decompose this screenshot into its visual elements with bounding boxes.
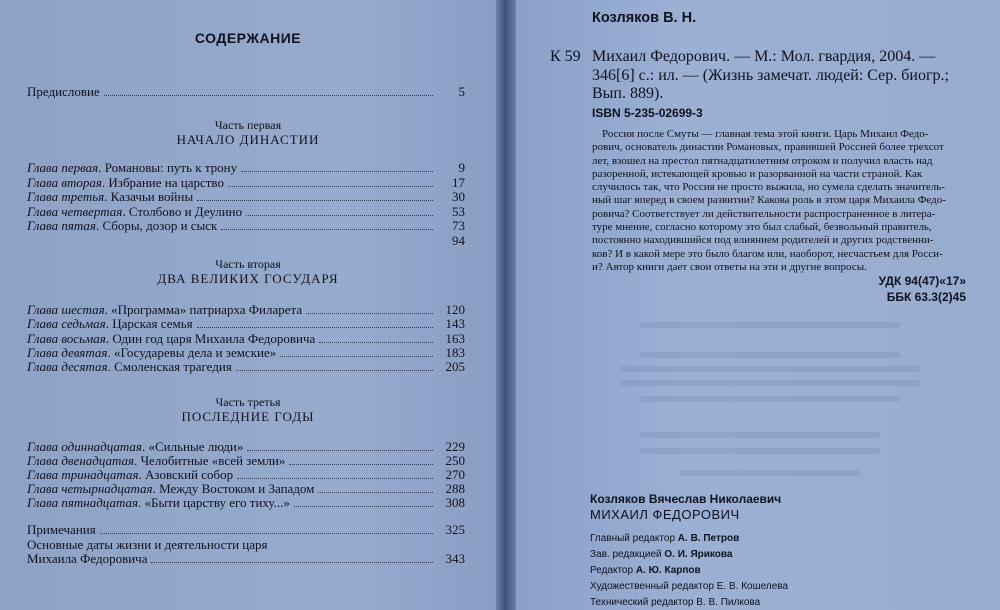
credit-row — [590, 533, 739, 544]
chapter-prefix: Глава четвертая — [27, 204, 123, 219]
chapter-prefix: Глава десятая — [27, 359, 108, 374]
class-code: К 59 — [550, 48, 581, 65]
left-page-contents — [0, 0, 496, 610]
abstract-line: ровича? Соответствует ли действительности распространенное в литера- — [592, 207, 936, 220]
bib-line: Михаил Федорович. — М.: Мол. гвардия, 2004. — — [592, 48, 936, 65]
toc-row-chapter — [27, 233, 465, 249]
part-label: Часть вторая — [215, 257, 281, 271]
toc-label: Глава вторая. Избрание на царство — [27, 175, 224, 190]
credit-name: В. В. Пилкова — [696, 597, 761, 608]
toc-row-dates — [27, 551, 465, 567]
leader-dots — [289, 463, 433, 465]
chapter-title: Между Востоком и Западом — [159, 481, 315, 496]
chapter-title: Челобитные «всей земли» — [140, 453, 286, 468]
chapter-prefix: Глава одиннадцатая — [27, 439, 142, 454]
leader-dots — [294, 505, 433, 507]
leader-dots — [100, 532, 433, 534]
part-title: НАЧАЛО ДИНАСТИИ — [176, 132, 320, 147]
chapter-prefix: Глава первая — [27, 160, 99, 175]
chapter-prefix: Глава шестая — [27, 302, 105, 317]
toc-label: Предисловие — [27, 84, 100, 99]
leader-dots — [247, 449, 433, 451]
chapter-prefix: Глава вторая — [27, 175, 102, 190]
chapter-prefix: Глава двенадцатая — [27, 453, 135, 468]
part-title: ДВА ВЕЛИКИХ ГОСУДАРЯ — [157, 271, 339, 286]
toc-label: Глава восьмая. Один год царя Михаила Федоровича — [27, 331, 316, 346]
show-through-mark — [640, 432, 880, 438]
toc-label: Глава одиннадцатая. «Сильные люди» — [27, 439, 244, 454]
abstract — [592, 128, 965, 274]
toc-label: Глава тринадцатая. Азовский собор — [27, 467, 234, 482]
toc-label: Глава пятнадцатая. «Быти царству его тиху...» — [27, 495, 290, 510]
chapter-title: Смоленская трагедия — [114, 359, 232, 374]
leader-dots — [306, 312, 433, 314]
toc-page: 30 — [452, 189, 465, 204]
toc-page: 183 — [445, 345, 465, 360]
chapter-title: Столбово и Деулино — [128, 204, 243, 219]
leader-dots — [319, 341, 433, 343]
chapter-prefix: Глава пятнадцатая — [27, 495, 139, 510]
credit-book-title: МИХАИЛ ФЕДОРОВИЧ — [590, 507, 740, 522]
leader-dots — [104, 94, 433, 96]
chapter-title: «Программа» патриарха Филарета — [111, 302, 303, 317]
toc-row-preface — [27, 84, 465, 100]
toc-page: 120 — [445, 302, 465, 317]
toc-row-chapter — [27, 160, 465, 176]
credit-role: Художественный редактор — [590, 581, 714, 592]
credit-row — [590, 581, 788, 592]
toc-page: 343 — [445, 551, 465, 566]
toc-label: Глава пятая. Сборы, дозор и сыск — [27, 218, 218, 233]
abstract-line: туре мнение, согласно которому это был слабый, безвольный правитель, — [592, 221, 932, 234]
toc-label: Глава двенадцатая. Челобитные «всей земли» — [27, 453, 286, 468]
toc-page: 143 — [445, 316, 465, 331]
toc-page: 288 — [445, 481, 465, 496]
credit-role: Зав. редакцией — [590, 549, 662, 560]
toc-label: Глава девятая. «Государевы дела и земские» — [27, 345, 277, 360]
toc-page: 270 — [445, 467, 465, 482]
credit-name: Е. В. Кошелева — [716, 581, 789, 592]
credit-name: О. И. Ярикова — [664, 549, 733, 560]
chapter-title: Романовы: путь к трону — [104, 160, 238, 175]
chapter-title: «Быти царству его тиху...» — [144, 495, 290, 510]
book-gutter — [496, 0, 516, 610]
abstract-line: случилось так, что Россия не просто выжила, но сумела сделать значитель- — [592, 181, 945, 194]
chapter-prefix: Глава седьмая — [27, 316, 106, 331]
credit-role: Главный редактор — [590, 533, 676, 544]
show-through-mark — [640, 352, 900, 358]
toc-label: Глава третья. Казачьи войны — [27, 189, 194, 204]
show-through-mark — [640, 396, 900, 402]
abstract-line: Россия после Смуты — главная тема этой книги. Царь Михаил Федо- — [602, 128, 929, 140]
toc-page: 17 — [452, 175, 465, 190]
udk-code: УДК 94(47)«17» — [878, 274, 966, 288]
part-label: Часть третья — [215, 395, 281, 409]
abstract-line: лет, взошел на престол пятнадцатилетним отроком и получил власть над — [592, 154, 933, 167]
toc-dates-line1: Основные даты жизни и деятельности царя — [27, 537, 268, 552]
bib-line: Вып. 889). — [592, 85, 664, 102]
leader-dots — [221, 228, 433, 230]
toc-page: 73 — [452, 218, 465, 233]
credit-name: А. В. Петров — [677, 533, 740, 544]
right-page-imprint — [516, 0, 1000, 610]
show-through-mark — [620, 366, 920, 372]
leader-dots — [241, 170, 433, 172]
chapter-title: Сборы, дозор и сыск — [102, 218, 218, 233]
credit-row — [590, 549, 732, 560]
part-title: ПОСЛЕДНИЕ ГОДЫ — [181, 409, 315, 424]
chapter-prefix: Глава тринадцатая — [27, 467, 139, 482]
credit-role: Технический редактор — [590, 597, 694, 608]
toc-label: Михаила Федоровича — [27, 551, 148, 566]
toc-row-chapter — [27, 189, 465, 205]
chapter-title: Казачьи войны — [110, 189, 194, 204]
bib-line: 346[6] с.: ил. — (Жизнь замечат. людей: Сер. биогр.; — [592, 67, 949, 84]
abstract-line: и? Автор книги дает свои ответы на эти и другие вопросы. — [592, 260, 867, 273]
leader-dots — [280, 355, 433, 357]
leader-dots — [228, 185, 433, 187]
toc-page: 229 — [445, 439, 465, 454]
chapter-title: Азовский собор — [145, 467, 234, 482]
toc-row-chapter — [27, 316, 465, 332]
toc-label: Глава первая. Романовы: путь к трону — [27, 160, 238, 175]
chapter-title: «Государевы дела и земские» — [113, 345, 277, 360]
chapter-prefix: Глава восьмая — [27, 331, 106, 346]
chapter-title: Царская семья — [112, 316, 193, 331]
toc-label: Глава четвертая. Столбово и Деулино — [27, 204, 243, 219]
leader-dots — [318, 491, 433, 493]
toc-page: 94 — [452, 233, 465, 248]
toc-title: СОДЕРЖАНИЕ — [194, 30, 302, 46]
credit-row — [590, 597, 760, 608]
toc-label: Глава десятая. Смоленская трагедия — [27, 359, 232, 374]
bbk-code: ББК 63.3(2)45 — [886, 290, 966, 304]
show-through-mark — [640, 322, 900, 328]
leader-dots — [237, 477, 433, 479]
leader-dots — [246, 214, 433, 216]
chapter-title: «Сильные люди» — [148, 439, 244, 454]
abstract-line: постоянно находившийся под влиянием родителей и других родственни- — [592, 234, 934, 247]
toc-page: 325 — [445, 522, 465, 537]
leader-dots — [31, 244, 433, 245]
leader-dots — [236, 369, 433, 371]
toc-page: 205 — [445, 359, 465, 374]
toc-row-notes — [27, 522, 465, 538]
toc-row-chapter — [27, 218, 465, 234]
chapter-prefix: Глава пятая — [27, 218, 96, 233]
toc-page: 53 — [452, 204, 465, 219]
bib-author-heading: Козляков В. Н. — [592, 10, 697, 26]
abstract-line: разоренной, истекающей кровью и разорванной на части страной. Как — [592, 167, 923, 180]
toc-page: 9 — [458, 160, 465, 175]
chapter-prefix: Глава девятая — [27, 345, 108, 360]
show-through-mark — [620, 380, 920, 386]
toc-label: Примечания — [27, 522, 96, 537]
credit-author-full: Козляков Вячеслав Николаевич — [590, 492, 782, 506]
leader-dots — [151, 561, 433, 563]
credit-name: А. Ю. Карпов — [635, 565, 701, 576]
toc-page: 5 — [458, 84, 465, 99]
credit-role: Редактор — [590, 565, 634, 576]
abstract-line: ков? И в какой мере это было благом или, наоборот, несчастьем для Росси- — [592, 247, 943, 260]
show-through-mark — [680, 470, 860, 476]
toc-label: Глава шестая. «Программа» патриарха Филарета — [27, 302, 303, 317]
abstract-line: ный шаг вперед в своем развитии? Какова роль в этом царя Михаила Федо- — [592, 194, 946, 207]
abstract-line: рович, основатель династии Романовых, правившей Россией более трехсот — [592, 141, 944, 154]
toc-page: 250 — [445, 453, 465, 468]
leader-dots — [197, 326, 433, 328]
toc-page: 163 — [445, 331, 465, 346]
chapter-title: Один год царя Михаила Федоровича — [112, 331, 316, 346]
chapter-prefix: Глава четырнадцатая — [27, 481, 153, 496]
part-label: Часть первая — [214, 118, 282, 132]
leader-dots — [197, 199, 433, 201]
toc-label: Глава четырнадцатая. Между Востоком и Западом — [27, 481, 315, 496]
chapter-prefix: Глава третья — [27, 189, 105, 204]
isbn: ISBN 5-235-02699-3 — [592, 106, 703, 120]
credit-row — [590, 565, 701, 576]
toc-row-chapter — [27, 495, 465, 511]
chapter-title: Избрание на царство — [108, 175, 224, 190]
toc-row-chapter — [27, 359, 465, 375]
toc-label: Глава седьмая. Царская семья — [27, 316, 193, 331]
show-through-mark — [640, 448, 880, 454]
toc-page: 308 — [445, 495, 465, 510]
